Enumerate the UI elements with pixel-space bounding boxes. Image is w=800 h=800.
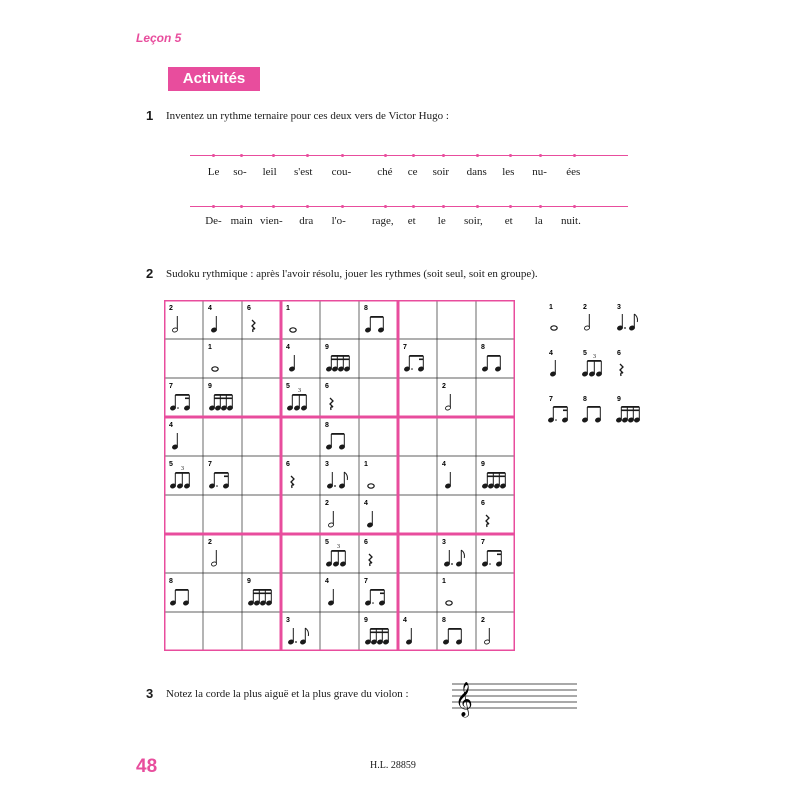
legend-number: 3 [617, 304, 621, 311]
beat-dot [573, 205, 576, 208]
legend-item [616, 396, 640, 423]
beat-dot [573, 154, 576, 157]
legend-item [548, 396, 568, 423]
cell-number: 9 [208, 383, 212, 390]
cell-number: 3 [286, 617, 290, 624]
cell-number: 4 [286, 344, 290, 351]
syllable: dans [466, 166, 487, 178]
legend-item [583, 304, 590, 331]
cell-number: 4 [325, 578, 329, 585]
question-1-text: Inventez un rythme ternaire pour ces deux vers de Victor Hugo : [166, 110, 449, 122]
sudoku-cell-rhythm [325, 539, 346, 567]
syllable: main [230, 215, 253, 227]
sudoku-cell-rhythm [325, 383, 333, 410]
cell-number: 1 [286, 305, 290, 312]
sudoku-cell-rhythm [208, 461, 229, 489]
cell-number: 3 [325, 461, 329, 468]
cell-number: 7 [481, 539, 485, 546]
sudoku-cell-rhythm [325, 578, 334, 606]
cell-number: 5 [169, 461, 173, 468]
cell-number: 7 [169, 383, 173, 390]
sudoku-cell-rhythm [286, 344, 295, 372]
syllable: nu- [532, 166, 547, 178]
cell-number: 8 [481, 344, 485, 351]
sudoku-cell-rhythm [364, 500, 373, 528]
section-title: Activités [168, 67, 260, 91]
cell-number: 1 [208, 344, 212, 351]
question-1-number: 1 [146, 108, 154, 123]
syllable: vien- [260, 215, 283, 227]
beat-dot [509, 154, 512, 157]
lesson-title: Leçon 5 [136, 31, 182, 45]
sudoku-cell-rhythm [442, 578, 452, 605]
sudoku-cell-rhythm [208, 383, 233, 411]
verse-line-1 [190, 155, 628, 156]
legend-number: 9 [617, 396, 621, 403]
rhythm-sudoku-grid[interactable] [164, 300, 515, 651]
staff[interactable] [452, 676, 582, 718]
syllable: le [437, 215, 446, 227]
sudoku-cell-rhythm [169, 422, 178, 450]
catalog-reference: H.L. 28859 [370, 760, 416, 771]
beat-dot [306, 154, 309, 157]
svg-text:3: 3 [298, 388, 301, 394]
sudoku-cell-rhythm [364, 578, 385, 606]
cell-number: 4 [442, 461, 446, 468]
question-3-number: 3 [146, 686, 154, 701]
cell-number: 6 [481, 500, 485, 507]
beat-dot [212, 154, 215, 157]
cell-number: 2 [169, 305, 173, 312]
sudoku-cell-rhythm [325, 422, 345, 450]
cell-number: 5 [286, 383, 290, 390]
cell-number: 8 [364, 305, 368, 312]
question-2-text: Sudoku rythmique : après l'avoir résolu, jouer les rythmes (soit seul, soit en groupe). [166, 268, 538, 280]
sudoku-cell-rhythm [481, 344, 501, 372]
cell-number: 3 [442, 539, 446, 546]
beat-dot [384, 154, 387, 157]
sudoku-cell-rhythm [208, 344, 218, 371]
syllable: ché [377, 166, 393, 178]
legend-item [617, 350, 623, 376]
sudoku-cell-rhythm [364, 305, 384, 333]
sudoku-cell-rhythm [286, 383, 307, 411]
legend-number: 4 [549, 350, 553, 357]
syllable: leil [262, 166, 277, 178]
sudoku-cell-rhythm [325, 461, 348, 489]
sudoku-cell-rhythm [481, 500, 489, 527]
legend-number: 5 [583, 350, 587, 357]
cell-number: 9 [247, 578, 251, 585]
syllable: soir, [464, 215, 483, 227]
cell-number: 1 [442, 578, 446, 585]
syllable: la [534, 215, 543, 227]
cell-number: 9 [364, 617, 368, 624]
sudoku-cell-rhythm [208, 305, 217, 333]
beat-dot [442, 154, 445, 157]
sudoku-cell-rhythm [325, 344, 350, 372]
cell-number: 9 [325, 344, 329, 351]
cell-number: 6 [286, 461, 290, 468]
legend-number: 2 [583, 304, 587, 311]
sudoku-cell-rhythm [169, 383, 190, 411]
syllable: Le [207, 166, 220, 178]
sudoku-cell-rhythm [286, 617, 309, 645]
sudoku-cell-rhythm [286, 461, 294, 488]
cell-number: 4 [208, 305, 212, 312]
beat-dot [212, 205, 215, 208]
sudoku-cell-rhythm [481, 617, 490, 645]
page-number: 48 [136, 756, 158, 777]
beat-dot [476, 205, 479, 208]
syllable: soir [432, 166, 450, 178]
cell-number: 6 [364, 539, 368, 546]
syllable: et [504, 215, 513, 227]
syllable: cou- [331, 166, 352, 178]
legend-item [617, 304, 638, 331]
sudoku-cell-rhythm [403, 617, 412, 645]
syllable: l'o- [331, 215, 346, 227]
beat-dot [272, 154, 275, 157]
sudoku-cell-rhythm [364, 617, 389, 645]
sudoku-cell-rhythm [442, 383, 451, 411]
cell-number: 6 [325, 383, 329, 390]
cell-number: 4 [364, 500, 368, 507]
question-3-text: Notez la corde la plus aiguë et la plus grave du violon : [166, 688, 409, 700]
sudoku-cell-rhythm [286, 305, 296, 332]
svg-text:3: 3 [593, 354, 596, 360]
cell-number: 7 [403, 344, 407, 351]
beat-dot [384, 205, 387, 208]
question-2-number: 2 [146, 266, 154, 281]
legend-item [582, 350, 602, 377]
cell-number: 8 [442, 617, 446, 624]
sudoku-cell-rhythm [364, 461, 374, 488]
cell-number: 4 [169, 422, 173, 429]
syllable: so- [233, 166, 247, 178]
svg-text:3: 3 [337, 544, 340, 550]
beat-dot [240, 205, 243, 208]
rhythm-legend-key [545, 300, 655, 430]
sudoku-cell-rhythm [247, 305, 255, 332]
sudoku-cell-rhythm [442, 617, 462, 645]
syllable: rage, [372, 215, 394, 227]
cell-number: 4 [403, 617, 407, 624]
cell-number: 5 [325, 539, 329, 546]
legend-item [582, 396, 601, 423]
syllable: les [502, 166, 515, 178]
sudoku-cell-rhythm [208, 539, 217, 567]
sudoku-cell-rhythm [364, 539, 372, 566]
legend-item [549, 350, 556, 377]
sudoku-cell-rhythm [442, 539, 465, 567]
sudoku-cell-rhythm [403, 344, 424, 372]
svg-text:3: 3 [181, 466, 184, 472]
cell-number: 6 [247, 305, 251, 312]
cell-number: 2 [325, 500, 329, 507]
verse-line-2 [190, 206, 628, 207]
legend-item [549, 304, 557, 330]
sudoku-cell-rhythm [325, 500, 334, 528]
cell-number: 2 [208, 539, 212, 546]
beat-dot [509, 205, 512, 208]
syllable: s'est [294, 166, 313, 178]
syllable: et [407, 215, 416, 227]
legend-number: 7 [549, 396, 553, 403]
cell-number: 2 [442, 383, 446, 390]
sudoku-cell-rhythm [481, 461, 506, 489]
beat-dot [539, 205, 542, 208]
sudoku-cell-rhythm [169, 578, 189, 606]
legend-number: 6 [617, 350, 621, 357]
beat-dot [539, 154, 542, 157]
treble-clef-icon: 𝄞 [455, 682, 473, 717]
sudoku-cell-rhythm [442, 461, 451, 489]
cell-number: 9 [481, 461, 485, 468]
cell-number: 8 [325, 422, 329, 429]
cell-number: 7 [364, 578, 368, 585]
cell-number: 2 [481, 617, 485, 624]
beat-dot [476, 154, 479, 157]
syllable: De- [205, 215, 222, 227]
beat-dot [306, 205, 309, 208]
syllable: ées [566, 166, 581, 178]
beat-dot [442, 205, 445, 208]
sudoku-cell-rhythm [169, 305, 178, 333]
beat-dot [341, 205, 344, 208]
cell-number: 8 [169, 578, 173, 585]
syllable: ce [407, 166, 418, 178]
beat-dot [240, 154, 243, 157]
sudoku-cell-rhythm [169, 461, 190, 489]
legend-number: 1 [549, 304, 553, 311]
cell-number: 1 [364, 461, 368, 468]
cell-number: 7 [208, 461, 212, 468]
sudoku-cell-rhythm [247, 578, 272, 606]
syllable: dra [299, 215, 314, 227]
beat-dot [272, 205, 275, 208]
sudoku-cell-rhythm [481, 539, 502, 567]
beat-dot [341, 154, 344, 157]
syllable: nuit. [561, 215, 581, 227]
beat-dot [412, 205, 415, 208]
legend-number: 8 [583, 396, 587, 403]
beat-dot [412, 154, 415, 157]
